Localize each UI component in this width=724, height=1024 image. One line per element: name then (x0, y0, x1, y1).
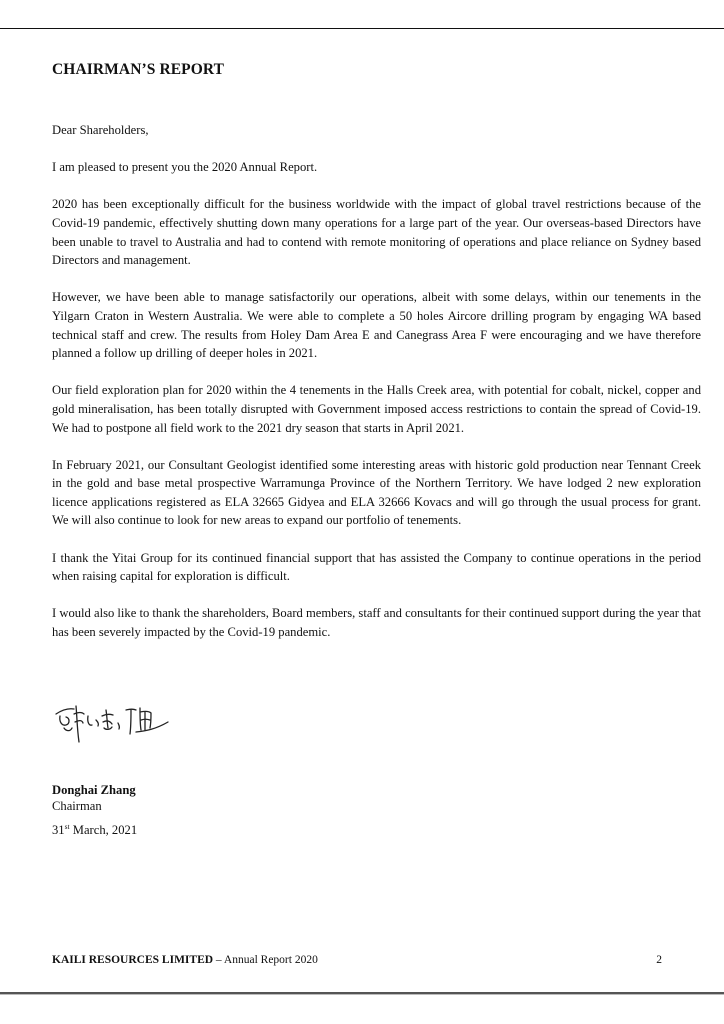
page-title: CHAIRMAN’S REPORT (52, 61, 225, 78)
paragraph-covid-impact: 2020 has been exceptionally difficult for the business worldwide with the impact of global travel restrictions because of the Covid-19 pandemic, effectively shutting down many operations for a large part of the year. Our overseas-based Directors have been unable to travel to Australia and had to contend with remote monitoring of operations and place reliance on Sydney based Directors and management. (52, 197, 701, 268)
signoff-date (52, 822, 137, 838)
footer-rule (0, 992, 724, 994)
signature-icon (52, 698, 172, 750)
date-month-year: March, 2021 (69, 823, 138, 837)
paragraph-halls-creek: Our field exploration plan for 2020 within the 4 tenements in the Halls Creek area, with potential for cobalt, nickel, copper and gold mineralisation, has been totally disrupted with Government imposed access restrictions to contain the spread of Covid-19. We had to postpone all field work to the 2021 dry season that starts in April 2021. (52, 383, 701, 435)
footer-separator: – (213, 954, 224, 966)
paragraph-tennant-creek: In February 2021, our Consultant Geologist identified some interesting areas with historic gold production near Tennant Creek in the gold and base metal prospective Warramunga Province of the Northern Territory. We have lodged 2 new exploration licence applications registered as ELA 32665 Gidyea and ELA 32666 Kovacs and will go through the usual process for grant. We will also continue to look for new areas to expand our portfolio of tenements. (52, 457, 701, 528)
paragraph-intro: I am pleased to present you the 2020 Annual Report. (52, 160, 318, 175)
paragraph-yitai-thanks: I thank the Yitai Group for its continued financial support that has assisted the Company to continue operations in the period when raising capital for exploration is difficult. (52, 550, 701, 584)
signatory-name: Donghai Zhang (52, 783, 136, 797)
page-footer (52, 954, 662, 966)
signatory-role: Chairman (52, 799, 102, 813)
paragraph-yilgarn-operations: However, we have been able to manage satisfactorily our operations, albeit with some delays, within our tenements in the Yilgarn Craton in Western Australia. We were able to complete a 50 holes Aircore drilling program by engaging WA based technical staff and crew. The results from Holey Dam Area E and Canegrass Area F were encouraging and we have therefore planned a follow up drilling of deeper holes in 2021. (52, 290, 701, 361)
footer-company: KAILI RESOURCES LIMITED (52, 954, 214, 966)
footer-document: Annual Report 2020 (223, 954, 318, 966)
letter-body (52, 121, 701, 660)
signoff-block (52, 782, 137, 838)
salutation: Dear Shareholders, (52, 123, 149, 137)
date-day: 31 (52, 823, 65, 837)
footer-title (52, 954, 318, 966)
paragraph-closing-thanks: I would also like to thank the shareholders, Board members, staff and consultants for their continued support during the year that has been severely impacted by the Covid-19 pandemic. (52, 606, 701, 640)
header-rule (0, 28, 724, 29)
page-number: 2 (656, 954, 662, 966)
date-ordinal-suffix: st (64, 822, 70, 831)
